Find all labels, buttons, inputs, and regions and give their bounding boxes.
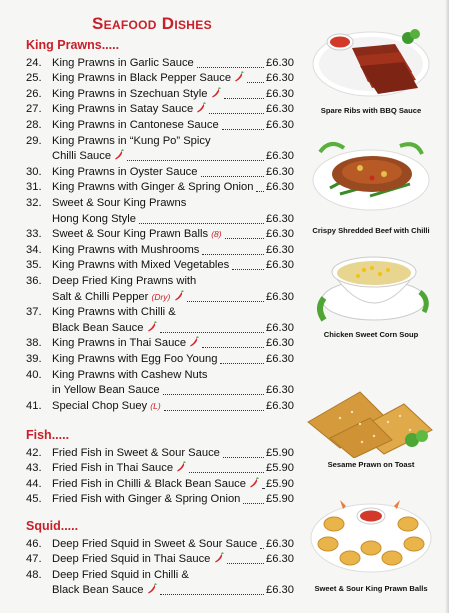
chili-icon bbox=[114, 149, 124, 160]
section-heading: Fish..... bbox=[26, 428, 70, 442]
item-name: Sweet & Sour King Prawns bbox=[52, 196, 187, 209]
item-name: Fried Fish in Sweet & Sour Sauce bbox=[52, 446, 220, 459]
item-name: Special Chop Suey (L) bbox=[52, 399, 161, 412]
item-price: £6.30 bbox=[266, 337, 294, 350]
menu-item bbox=[26, 304, 294, 320]
item-number: 43. bbox=[26, 462, 42, 475]
photo-caption: Spare Ribs with BBQ Sauce bbox=[320, 106, 422, 115]
item-price: £6.30 bbox=[266, 165, 294, 178]
dish-photo bbox=[300, 128, 442, 236]
leader-dots bbox=[262, 480, 264, 489]
chili-icon bbox=[211, 87, 221, 98]
menu-item bbox=[26, 536, 294, 552]
item-name: Salt & Chilli Pepper (Dry) bbox=[52, 289, 184, 305]
item-name: King Prawns with Mixed Vegetables bbox=[52, 259, 230, 272]
item-name: King Prawns with Chilli & bbox=[52, 306, 176, 319]
menu-item bbox=[26, 242, 294, 258]
menu-item bbox=[26, 117, 294, 133]
leader-dots bbox=[220, 355, 264, 364]
menu-item bbox=[26, 70, 294, 86]
chili-icon bbox=[214, 552, 224, 563]
item-name: King Prawns in Oyster Sauce bbox=[52, 165, 198, 178]
photo-caption: Sweet & Sour King Prawn Balls bbox=[314, 584, 428, 593]
dish-photo bbox=[300, 382, 442, 470]
menu-item bbox=[26, 351, 294, 367]
item-price: £6.30 bbox=[266, 181, 294, 194]
leader-dots bbox=[160, 586, 264, 595]
menu-item bbox=[26, 567, 294, 583]
item-price: £6.30 bbox=[266, 399, 294, 412]
item-name: Chilli Sauce bbox=[52, 148, 124, 164]
chili-icon bbox=[189, 336, 199, 347]
item-price: £6.30 bbox=[266, 321, 294, 334]
menu-item bbox=[26, 367, 294, 383]
item-price: £6.30 bbox=[266, 537, 294, 550]
chili-icon bbox=[176, 461, 186, 472]
menu-item bbox=[26, 257, 294, 273]
leader-dots bbox=[201, 168, 264, 177]
menu-item-continuation bbox=[26, 148, 294, 164]
chili-icon bbox=[249, 477, 259, 488]
section-heading: King Prawns..... bbox=[26, 38, 120, 52]
leader-dots bbox=[232, 261, 264, 270]
leader-dots bbox=[202, 339, 264, 348]
item-number: 44. bbox=[26, 477, 42, 490]
item-price: £5.90 bbox=[266, 462, 294, 475]
menu-item-continuation bbox=[26, 382, 294, 398]
item-name: Sweet & Sour King Prawn Balls (8) bbox=[52, 228, 222, 241]
item-price: £6.30 bbox=[266, 212, 294, 225]
item-number: 42. bbox=[26, 446, 42, 459]
item-note: (L) bbox=[150, 400, 161, 411]
item-price: £6.30 bbox=[266, 150, 294, 163]
item-name: King Prawns in Thai Sauce bbox=[52, 335, 199, 351]
leader-dots bbox=[139, 215, 264, 224]
item-number: 36. bbox=[26, 274, 42, 287]
item-number: 41. bbox=[26, 399, 42, 412]
dish-photo bbox=[300, 22, 442, 116]
item-price: £6.30 bbox=[266, 103, 294, 116]
item-name: King Prawns in Cantonese Sauce bbox=[52, 118, 219, 131]
item-number: 32. bbox=[26, 196, 42, 209]
item-number: 35. bbox=[26, 259, 42, 272]
item-number: 39. bbox=[26, 352, 42, 365]
menu-item bbox=[26, 460, 294, 476]
item-name: Fried Fish in Thai Sauce bbox=[52, 460, 186, 476]
item-number: 29. bbox=[26, 134, 42, 147]
item-name: King Prawns in Garlic Sauce bbox=[52, 56, 194, 69]
item-number: 48. bbox=[26, 568, 42, 581]
item-price: £6.30 bbox=[266, 243, 294, 256]
item-number: 27. bbox=[26, 103, 42, 116]
item-price: £6.30 bbox=[266, 87, 294, 100]
item-note: (8) bbox=[211, 229, 222, 240]
menu-item bbox=[26, 133, 294, 149]
page-title: Seafood Dishes bbox=[92, 14, 212, 33]
item-price: £6.30 bbox=[266, 118, 294, 131]
spare-ribs-photo bbox=[300, 22, 442, 104]
item-price: £5.90 bbox=[266, 493, 294, 506]
leader-dots bbox=[202, 246, 264, 255]
menu-item bbox=[26, 164, 294, 180]
item-name: in Yellow Bean Sauce bbox=[52, 384, 160, 397]
menu-item-continuation bbox=[26, 211, 294, 227]
item-price: £6.30 bbox=[266, 553, 294, 566]
item-number: 28. bbox=[26, 118, 42, 131]
leader-dots bbox=[187, 293, 264, 302]
menu-item bbox=[26, 398, 294, 414]
menu-item bbox=[26, 551, 294, 567]
item-number: 37. bbox=[26, 306, 42, 319]
leader-dots bbox=[209, 105, 264, 114]
item-name: Deep Fried Squid in Chilli & bbox=[52, 568, 189, 581]
chili-icon bbox=[234, 71, 244, 82]
dish-photo bbox=[300, 238, 442, 340]
item-name: King Prawns in Black Pepper Sauce bbox=[52, 70, 244, 86]
item-name: Black Bean Sauce bbox=[52, 582, 157, 598]
leader-dots bbox=[260, 540, 264, 549]
leader-dots bbox=[256, 183, 264, 192]
item-number: 31. bbox=[26, 181, 42, 194]
menu-item bbox=[26, 179, 294, 195]
leader-dots bbox=[243, 495, 264, 504]
menu-item bbox=[26, 335, 294, 351]
item-number: 47. bbox=[26, 553, 42, 566]
item-price: £5.90 bbox=[266, 446, 294, 459]
photo-caption: Crispy Shredded Beef with Chilli bbox=[312, 226, 430, 235]
prawn-toast-photo bbox=[300, 382, 442, 458]
item-number: 38. bbox=[26, 337, 42, 350]
item-name: King Prawns with Egg Foo Young bbox=[52, 352, 218, 365]
item-name: King Prawns in Szechuan Style bbox=[52, 86, 221, 102]
leader-dots bbox=[227, 555, 264, 564]
menu-item bbox=[26, 195, 294, 211]
item-price: £6.30 bbox=[266, 72, 294, 85]
leader-dots bbox=[164, 402, 264, 411]
item-name: Fried Fish in Chilli & Black Bean Sauce bbox=[52, 476, 259, 492]
item-price: £6.30 bbox=[266, 56, 294, 69]
prawn-balls-photo bbox=[300, 488, 442, 582]
item-number: 26. bbox=[26, 87, 42, 100]
item-price: £6.30 bbox=[266, 584, 294, 597]
corn-soup-photo bbox=[300, 238, 442, 328]
item-name: King Prawns with Mushrooms bbox=[52, 243, 200, 256]
item-price: £6.30 bbox=[266, 290, 294, 303]
item-name: Deep Fried King Prawns with bbox=[52, 274, 197, 287]
menu-item bbox=[26, 491, 294, 507]
item-number: 34. bbox=[26, 243, 42, 256]
leader-dots bbox=[197, 59, 264, 68]
section-heading: Squid..... bbox=[26, 519, 79, 533]
item-price: £5.90 bbox=[266, 477, 294, 490]
chili-icon bbox=[147, 321, 157, 332]
item-name: King Prawns with Cashew Nuts bbox=[52, 368, 208, 381]
leader-dots bbox=[189, 464, 264, 473]
item-name: King Prawns in “Kung Po” Spicy bbox=[52, 134, 211, 147]
item-number: 33. bbox=[26, 228, 42, 241]
item-number: 25. bbox=[26, 72, 42, 85]
item-name: Black Bean Sauce bbox=[52, 320, 157, 336]
chili-icon bbox=[147, 583, 157, 594]
leader-dots bbox=[160, 324, 264, 333]
item-name: King Prawns with Ginger & Spring Onion bbox=[52, 181, 254, 194]
item-price: £6.30 bbox=[266, 228, 294, 241]
chili-icon bbox=[196, 102, 206, 113]
item-price: £6.30 bbox=[266, 259, 294, 272]
item-number: 24. bbox=[26, 56, 42, 69]
dish-photo bbox=[300, 488, 442, 594]
menu-item-continuation bbox=[26, 320, 294, 336]
item-number: 45. bbox=[26, 493, 42, 506]
leader-dots bbox=[223, 449, 264, 458]
item-price: £6.30 bbox=[266, 352, 294, 365]
item-number: 40. bbox=[26, 368, 42, 381]
leader-dots bbox=[127, 152, 264, 161]
leader-dots bbox=[222, 121, 264, 130]
item-name: King Prawns in Satay Sauce bbox=[52, 101, 206, 117]
menu-item bbox=[26, 445, 294, 461]
shredded-beef-photo bbox=[300, 128, 442, 224]
leader-dots bbox=[224, 90, 264, 99]
leader-dots bbox=[225, 230, 264, 239]
item-price: £6.30 bbox=[266, 384, 294, 397]
menu-item bbox=[26, 273, 294, 289]
item-name: Deep Fried Squid in Thai Sauce bbox=[52, 551, 224, 567]
menu-item bbox=[26, 55, 294, 71]
menu-item bbox=[26, 226, 294, 242]
chili-icon bbox=[174, 290, 184, 301]
leader-dots bbox=[163, 386, 264, 395]
item-name: Hong Kong Style bbox=[52, 212, 136, 225]
photo-caption: Chicken Sweet Corn Soup bbox=[323, 330, 419, 339]
photo-caption: Sesame Prawn on Toast bbox=[327, 460, 415, 469]
page-edge-shadow bbox=[445, 0, 449, 613]
item-number: 30. bbox=[26, 165, 42, 178]
menu-item-continuation bbox=[26, 289, 294, 305]
menu-item-continuation bbox=[26, 582, 294, 598]
menu-item bbox=[26, 101, 294, 117]
item-note: (Dry) bbox=[151, 291, 171, 302]
leader-dots bbox=[247, 74, 264, 83]
item-number: 46. bbox=[26, 537, 42, 550]
menu-item bbox=[26, 86, 294, 102]
item-name: Fried Fish with Ginger & Spring Onion bbox=[52, 493, 241, 506]
menu-item bbox=[26, 476, 294, 492]
item-name: Deep Fried Squid in Sweet & Sour Sauce bbox=[52, 537, 258, 550]
